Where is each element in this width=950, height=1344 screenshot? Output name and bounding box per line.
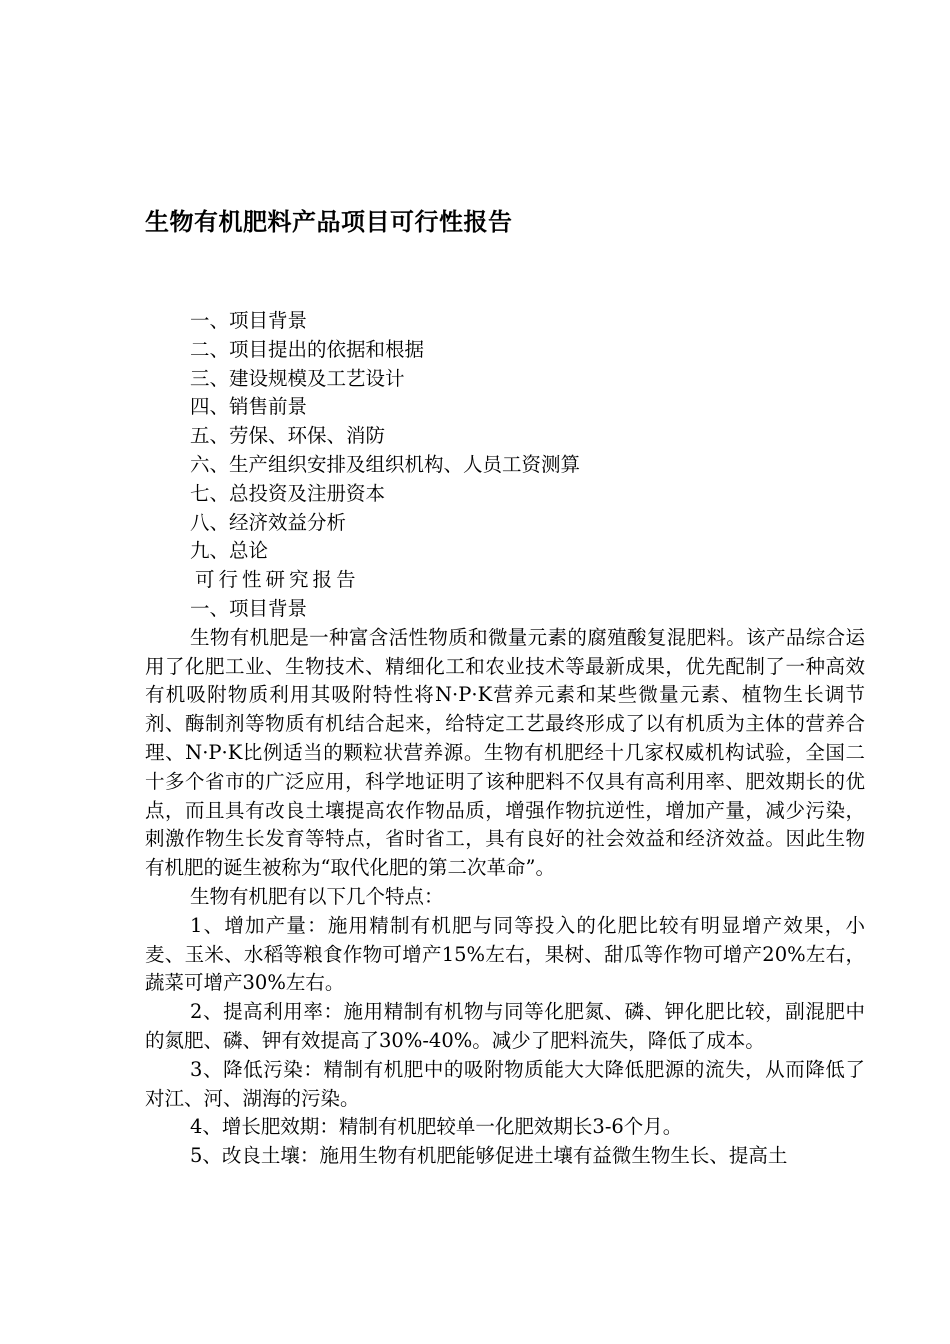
document-title: 生物有机肥料产品项目可行性报告	[145, 207, 513, 236]
toc-item-9: 九、总论	[190, 539, 269, 563]
toc-item-5: 五、劳保、环保、消防	[190, 424, 386, 448]
paragraph-intro: 生物有机肥是一种富含活性物质和微量元素的腐殖酸复混肥料。该产品综合运用了化肥工业、生物技术、精细化工和农业技术等最新成果，优先配制了一种高效有机吸附物质利用其吸附特性将N·P·K营养元素和某些微量元素、植物生长调节剂、酶制剂等物质有机结合起来，给特定工艺最终形成了以有机质为主体的营养合理、N·P·K比例适当的颗粒状营养源。生物有机肥经十几家权威机构试验，全国二十多个省市的广泛应用，科学地证明了该种肥料不仅具有高利用率、肥效期长的优点，而且具有改良土壤提高农作物品质，增强作物抗逆性，增加产量，减少污染，刺激作物生长发育等特点，省时省工，具有良好的社会效益和经济效益。因此生物有机肥的诞生被称为“取代化肥的第二次革命”。	[145, 625, 865, 880]
toc-item-3: 三、建设规模及工艺设计	[190, 366, 405, 390]
paragraph-features-lead: 生物有机肥有以下几个特点：	[190, 884, 444, 908]
toc-item-7: 七、总投资及注册资本	[190, 481, 386, 505]
section-heading: 一、项目背景	[190, 596, 308, 620]
paragraph-feature-2: 2、提高利用率：施用精制有机物与同等化肥氮、磷、钾化肥比较，副混肥中的氮肥、磷、钾有效提高了30%-40%。减少了肥料流失，降低了成本。	[145, 1000, 865, 1052]
paragraph-feature-4: 4、增长肥效期：精制有机肥较单一化肥效期长3-6个月。	[190, 1115, 683, 1139]
toc-item-2: 二、项目提出的依据和根据	[190, 337, 425, 361]
toc-item-1: 一、项目背景	[190, 309, 308, 332]
document-body	[145, 307, 865, 1171]
toc-item-8: 八、经济效益分析	[190, 510, 347, 534]
toc-item-4: 四、销售前景	[190, 395, 308, 419]
paragraph-feature-5: 5、改良土壤：施用生物有机肥能够促进土壤有益微生物生长、提高土	[190, 1144, 788, 1168]
paragraph-feature-1: 1、增加产量：施用精制有机肥与同等投入的化肥比较有明显增产效果，小麦、玉米、水稻等粮食作物可增产15%左右，果树、甜瓜等作物可增产20%左右，蔬菜可增产30%左右。	[145, 913, 865, 995]
report-heading: 可行性研究报告	[195, 568, 360, 592]
toc-item-6: 六、生产组织安排及组织机构、人员工资测算	[190, 452, 581, 476]
paragraph-feature-3: 3、降低污染：精制有机肥中的吸附物质能大大降低肥源的流失，从而降低了对江、河、湖海的污染。	[145, 1057, 865, 1110]
